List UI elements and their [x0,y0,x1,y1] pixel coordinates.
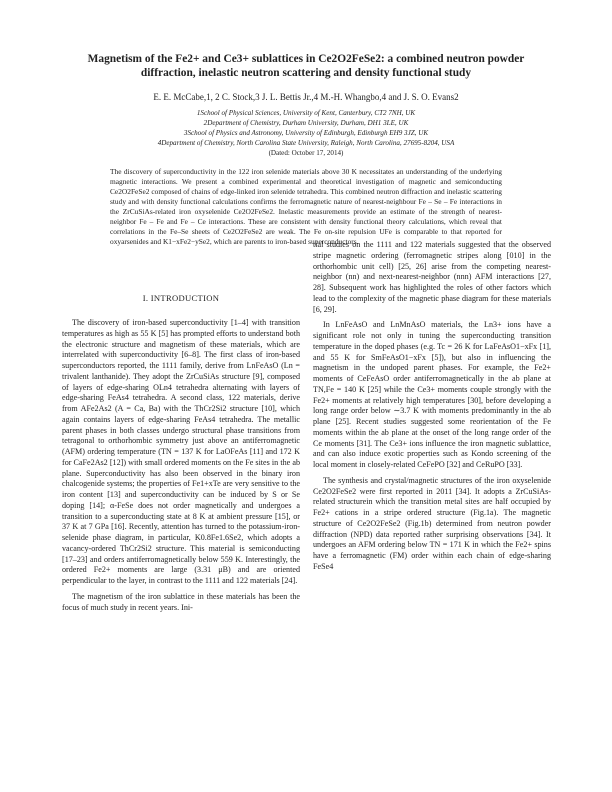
right-paragraph-2: In LnFeAsO and LnMnAsO materials, the Ln3+ ions have a significant role not only in tuning the superconducting transition temperature in the doped phases (e.g. Tc = 26 K for LaFeAsO1−xFx [1], and 55 K for SmFeAsO1−xFx [5]), but also in influencing the magnetism in the undoped parent phases. For example, the Fe2+ moments of CeFeAsO order antiferromagnetically in the ab plane at TN,Fe = 140 K [25] while the Ce3+ moments couple strongly with the Fe2+ moments at relatively high temperatures [30], before developing a long range order below ∼3.7 K with moments predominantly in the ab plane [25]. Recent studies suggested some reorientation of the Fe moments within the ab plane at the onset of the long range order of the Ce moments [31]. The Ce3+ ions influence the iron magnetic sublattice, and can also induce exotic properties such as Kondo screening of the local moment in closely-related CeFePO [32] and CeRuPO [33]. [313,320,551,469]
left-paragraph-1: The discovery of iron-based superconductivity [1–4] with transition temperatures as high as 55 K [5] has prompted efforts to understand both the electronic structure and magnetism of these materials, which are interrelated with superconductivity [6–8]. The first class of iron-based superconductors reported, the 1111 family, derive from LnFeAsO (Ln = trivalent lanthanide). They adopt the ZrCuSiAs structure [9], composed of layers of edge-sharing OLn4 tetrahedra alternating with layers of edge-sharing FeAs4 tetrahedra. A second class, 122 materials, derive from AFe2As2 (A = Ca, Ba) with the ThCr2Si2 structure [10], which again contains layers of edge-sharing FeAs4 tetrahedra. The metallic parent phases in both classes undergo structural phase transitions from tetragonal to orthorhombic symmetry just above an antiferromagnetic (AFM) ordering temperature (TN = 137 K for LaOFeAs [11] and 172 K for CaFe2As2 [12]) with small ordered moments on the Fe sites in the ab plane. Superconductivity has also been observed in the binary iron chalcogenide systems; the properties of Fe1+xTe are very sensitive to the iron content [13] and superconductivity can be induced by S or Se doping [14]; α-FeSe does not order magnetically and undergoes a transition to a superconducting state at 8 K at ambient pressure [15], or 37 K at 7 GPa [16]. Recently, attention has turned to the potassium-iron-selenide phase diagram, in particular, K0.8Fe1.6Se2, which adopts a vacancy-ordered ThCr2Si2 structure. This material is semiconducting [17–23] and orders antiferromagnetically below 559 K. Interestingly, the ordered Fe2+ moments are large (3.31 μB) and are oriented perpendicular to the layer, in contrast to the 1111 and 122 materials [24]. [62,318,300,585]
affiliation-1: 1School of Physical Sciences, University of Kent, Canterbury, CT2 7NH, UK [196,109,416,117]
paper-title: Magnetism of the Fe2+ and Ce3+ sublattices in Ce2O2FeSe2: a combined neutron powder diffraction, inelastic neutron scattering and density functional study [87,53,525,79]
left-paragraph-2: The magnetism of the iron sublattice in these materials has been the focus of much study in recent years. Ini- [62,591,300,612]
right-paragraph-3: The synthesis and crystal/magnetic structures of the iron oxyselenide Ce2O2FeSe2 were first reported in 2011 [34]. It adopts a ZrCuSiAs-related structurein which the transition metal sites are half occupied by Fe2+ cations in a stripe ordered structure (Fig.1a). The magnetic structure of Ce2O2FeSe2 (Fig.1b) determined from neutron powder diffraction (NPD) data reported rather surprising observations [34]. It undergoes an AFM ordering below TN = 171 K in which the Fe2+ spins have a ferromagnetic (FM) order within each chain of edge-sharing FeSe4 [313,475,551,571]
abstract: The discovery of superconductivity in the 122 iron selenide materials above 30 K necessitates an understanding of the underlying magnetic interactions. We present a combined experimental and theoretical investigation of magnetic and semiconducting Ce2O2FeSe2 composed of chains of edge-linked iron selenide tetrahedra. This combined neutron diffraction and inelastic scattering study and with density functional calculations confirms the ferromagnetic nature of nearest-neighbour Fe – Se – Fe interactions in the ZrCuSiAs-related iron oxyselenide Ce2O2FeSe2. Inelastic measurements provide an estimate of the strength of nearest-neighbor Fe – Fe and Fe – Ce interactions. These are consistent with density functional theory calculations, which reveal that correlations in the Fe–Se sheets of Ce2O2FeSe2 are weak. The Fe on-site repulsion UFe is comparable to that reported for oxyarsenides and K1−xFe2−ySe2, which are parents to iron-based superconductors. [110,167,502,247]
right-paragraph-1: tial studies on the 1111 and 122 materials suggested that the observed stripe magnetic ordering (ferromagnetic stripes along [010] in the orthorhombic unit cell) [25, 26] arise from the competing nearest-neighbor (nn) and next-nearest-neighbor (nnn) AFM interactions [27, 28]. Subsequent work has highlighted the roles of other factors which lead to the complexity of the magnetic phase diagram for these materials [6, 29]. [313,240,551,314]
affiliation-block [60,108,552,158]
affiliation-4: 4Department of Chemistry, North Carolina State University, Raleigh, North Carolina, 27695-8204, USA [157,139,455,147]
right-column [313,240,551,573]
affiliation-2: 2Department of Chemistry, Durham University, Durham, DH1 3LE, UK [203,119,409,127]
affiliation-3: 3School of Physics and Astronomy, University of Edinburgh, Edinburgh EH9 3JZ, UK [183,129,429,137]
dated-line: (Dated: October 17, 2014) [268,149,344,157]
left-column [62,318,300,613]
author-list: E. E. McCabe,1, 2 C. Stock,3 J. L. Bettis Jr.,4 M.-H. Whangbo,4 and J. S. O. Evans2 [153,92,459,102]
section-heading-introduction: I. INTRODUCTION [142,293,220,303]
